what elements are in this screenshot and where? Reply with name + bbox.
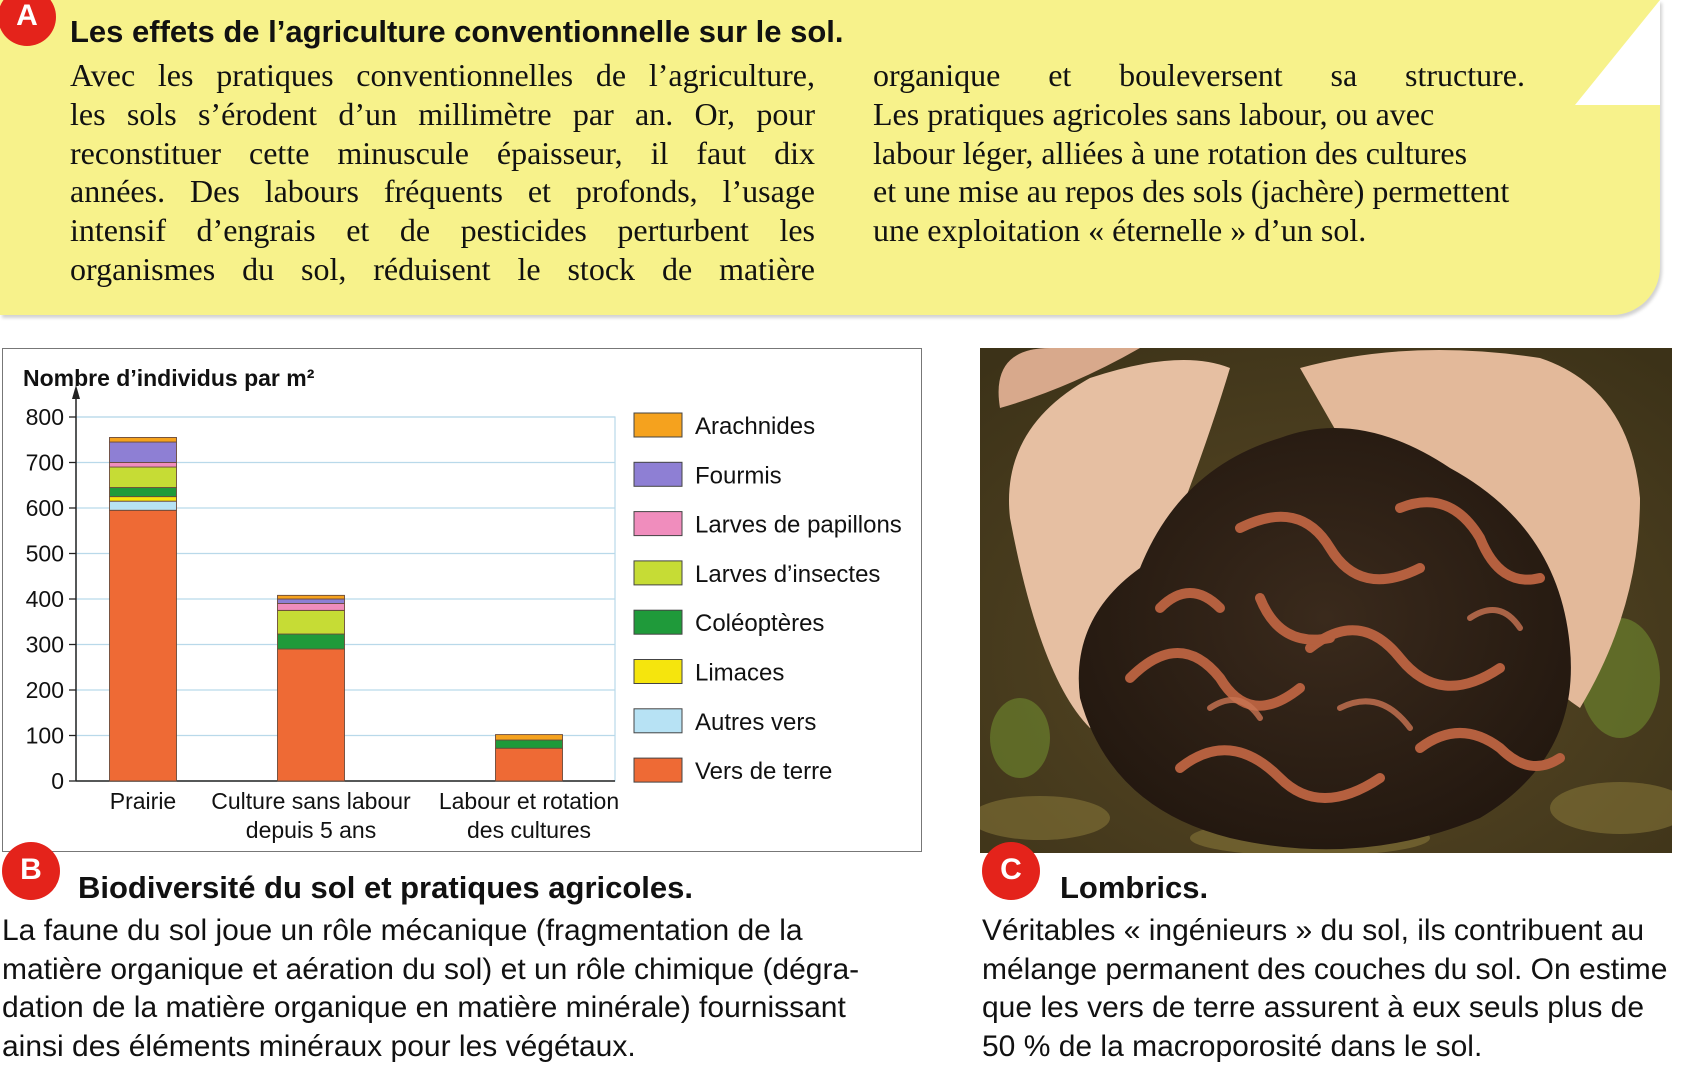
text-line: intensif d’engrais et de pesticides perturbent les: [70, 212, 815, 249]
text-line: que les vers de terre assurent à eux seuls plus de: [982, 991, 1645, 1024]
legend-swatch: [634, 709, 682, 733]
text-line: et une mise au repos des sols (jachère) permettent: [873, 173, 1510, 210]
x-tick-label: des cultures: [466, 817, 592, 843]
x-tick-label: depuis 5 ans: [245, 817, 377, 843]
section-a-column-2: [873, 56, 1628, 250]
y-tick-label: 400: [25, 586, 64, 612]
bar-segment: [110, 437, 177, 442]
legend-swatch: [634, 758, 682, 782]
y-tick-label: 300: [25, 631, 64, 658]
x-tick-label: Prairie: [109, 788, 177, 814]
legend-swatch: [634, 512, 682, 536]
y-tick-label: 100: [25, 722, 64, 749]
legend-label: Fourmis: [695, 462, 782, 490]
legend-label: Vers de terre: [695, 758, 833, 786]
legend-swatch: [634, 561, 682, 585]
text-line: Avec les pratiques conventionnelles de l’agriculture,: [70, 57, 815, 93]
text-line: années. Des labours fréquents et profonds, l’usage: [70, 173, 815, 210]
y-tick-label: 600: [25, 495, 64, 521]
bar-segment: [110, 467, 177, 487]
y-tick-label: 700: [25, 449, 64, 476]
legend-swatch: [634, 413, 682, 437]
bar-segment: [110, 497, 177, 502]
bar-segment: [110, 510, 177, 781]
bar-segment: [278, 604, 345, 611]
badge-a: A: [0, 0, 56, 46]
legend-label: Larves d’insectes: [695, 560, 881, 588]
bar-segment: [110, 463, 177, 468]
section-c-body: [982, 912, 1682, 1066]
text-line: labour léger, alliées à une rotation des cultures: [873, 134, 1468, 171]
legend-swatch: [634, 660, 682, 684]
legend-swatch: [634, 462, 682, 486]
section-a-title: Les effets de l’agriculture conventionnelle sur le sol.: [70, 14, 844, 49]
bar-segment: [278, 634, 345, 649]
bar-segment: [496, 740, 563, 748]
bar-segment: [278, 649, 345, 781]
bar-segment: [278, 610, 345, 634]
text-line: les sols s’érodent d’un millimètre par an. Or, pour: [70, 95, 815, 132]
bar-segment: [110, 501, 177, 510]
bar-segment: [278, 595, 345, 599]
x-tick-label: Culture sans labour: [211, 788, 411, 814]
y-axis-label: Nombre d’individus par m²: [23, 365, 315, 391]
bar-segment: [496, 735, 563, 740]
y-tick-label: 200: [25, 677, 64, 703]
legend-label: Autres vers: [695, 708, 817, 736]
bar-segment: [110, 488, 177, 497]
legend-swatch: [634, 610, 682, 634]
text-line: 50 % de la macroporosité dans le sol.: [982, 1029, 1483, 1063]
text-line: mélange permanent des couches du sol. On estime: [982, 952, 1668, 986]
text-line: dation de la matière organique en matière minérale) fournissant: [2, 991, 846, 1024]
text-line: Les pratiques agricoles sans labour, ou avec: [873, 95, 1435, 132]
text-line: Véritables « ingénieurs » du sol, ils contribuent au: [982, 914, 1645, 947]
y-tick-label: 0: [51, 768, 64, 794]
section-b-title: Biodiversité du sol et pratiques agricoles.: [78, 870, 694, 905]
legend-label: Arachnides: [695, 413, 816, 440]
section-b-body: [2, 912, 917, 1066]
badge-c: C: [982, 842, 1040, 900]
legend-label: Larves de papillons: [695, 511, 902, 539]
text-line: reconstituer cette minuscule épaisseur, il faut dix: [70, 134, 815, 171]
text-line: organismes du sol, réduisent le stock de matière: [70, 250, 815, 287]
section-c-title: Lombrics.: [1060, 870, 1209, 905]
stacked-bar-chart: [3, 349, 920, 850]
bar-segment: [496, 748, 563, 781]
bar-segment: [278, 599, 345, 604]
section-a-column-1: [70, 56, 815, 289]
text-line: organique et bouleversent sa structure.: [873, 57, 1525, 93]
bar-segment: [110, 442, 177, 462]
legend-label: Coléoptères: [695, 610, 825, 638]
badge-b: B: [2, 842, 60, 900]
text-line: matière organique et aération du sol) et un rôle chimique (dégra-: [2, 952, 860, 986]
earthworms-photo: [980, 348, 1672, 853]
chart-frame: [2, 348, 922, 852]
legend-label: Limaces: [695, 659, 785, 687]
y-tick-label: 500: [25, 540, 64, 567]
text-line: ainsi des éléments minéraux pour les végétaux.: [2, 1029, 636, 1063]
y-tick-label: 800: [25, 404, 64, 430]
x-tick-label: Labour et rotation: [438, 788, 620, 814]
text-line: La faune du sol joue un rôle mécanique (fragmentation de la: [2, 914, 803, 947]
text-line: une exploitation « éternelle » d’un sol.: [873, 212, 1367, 249]
